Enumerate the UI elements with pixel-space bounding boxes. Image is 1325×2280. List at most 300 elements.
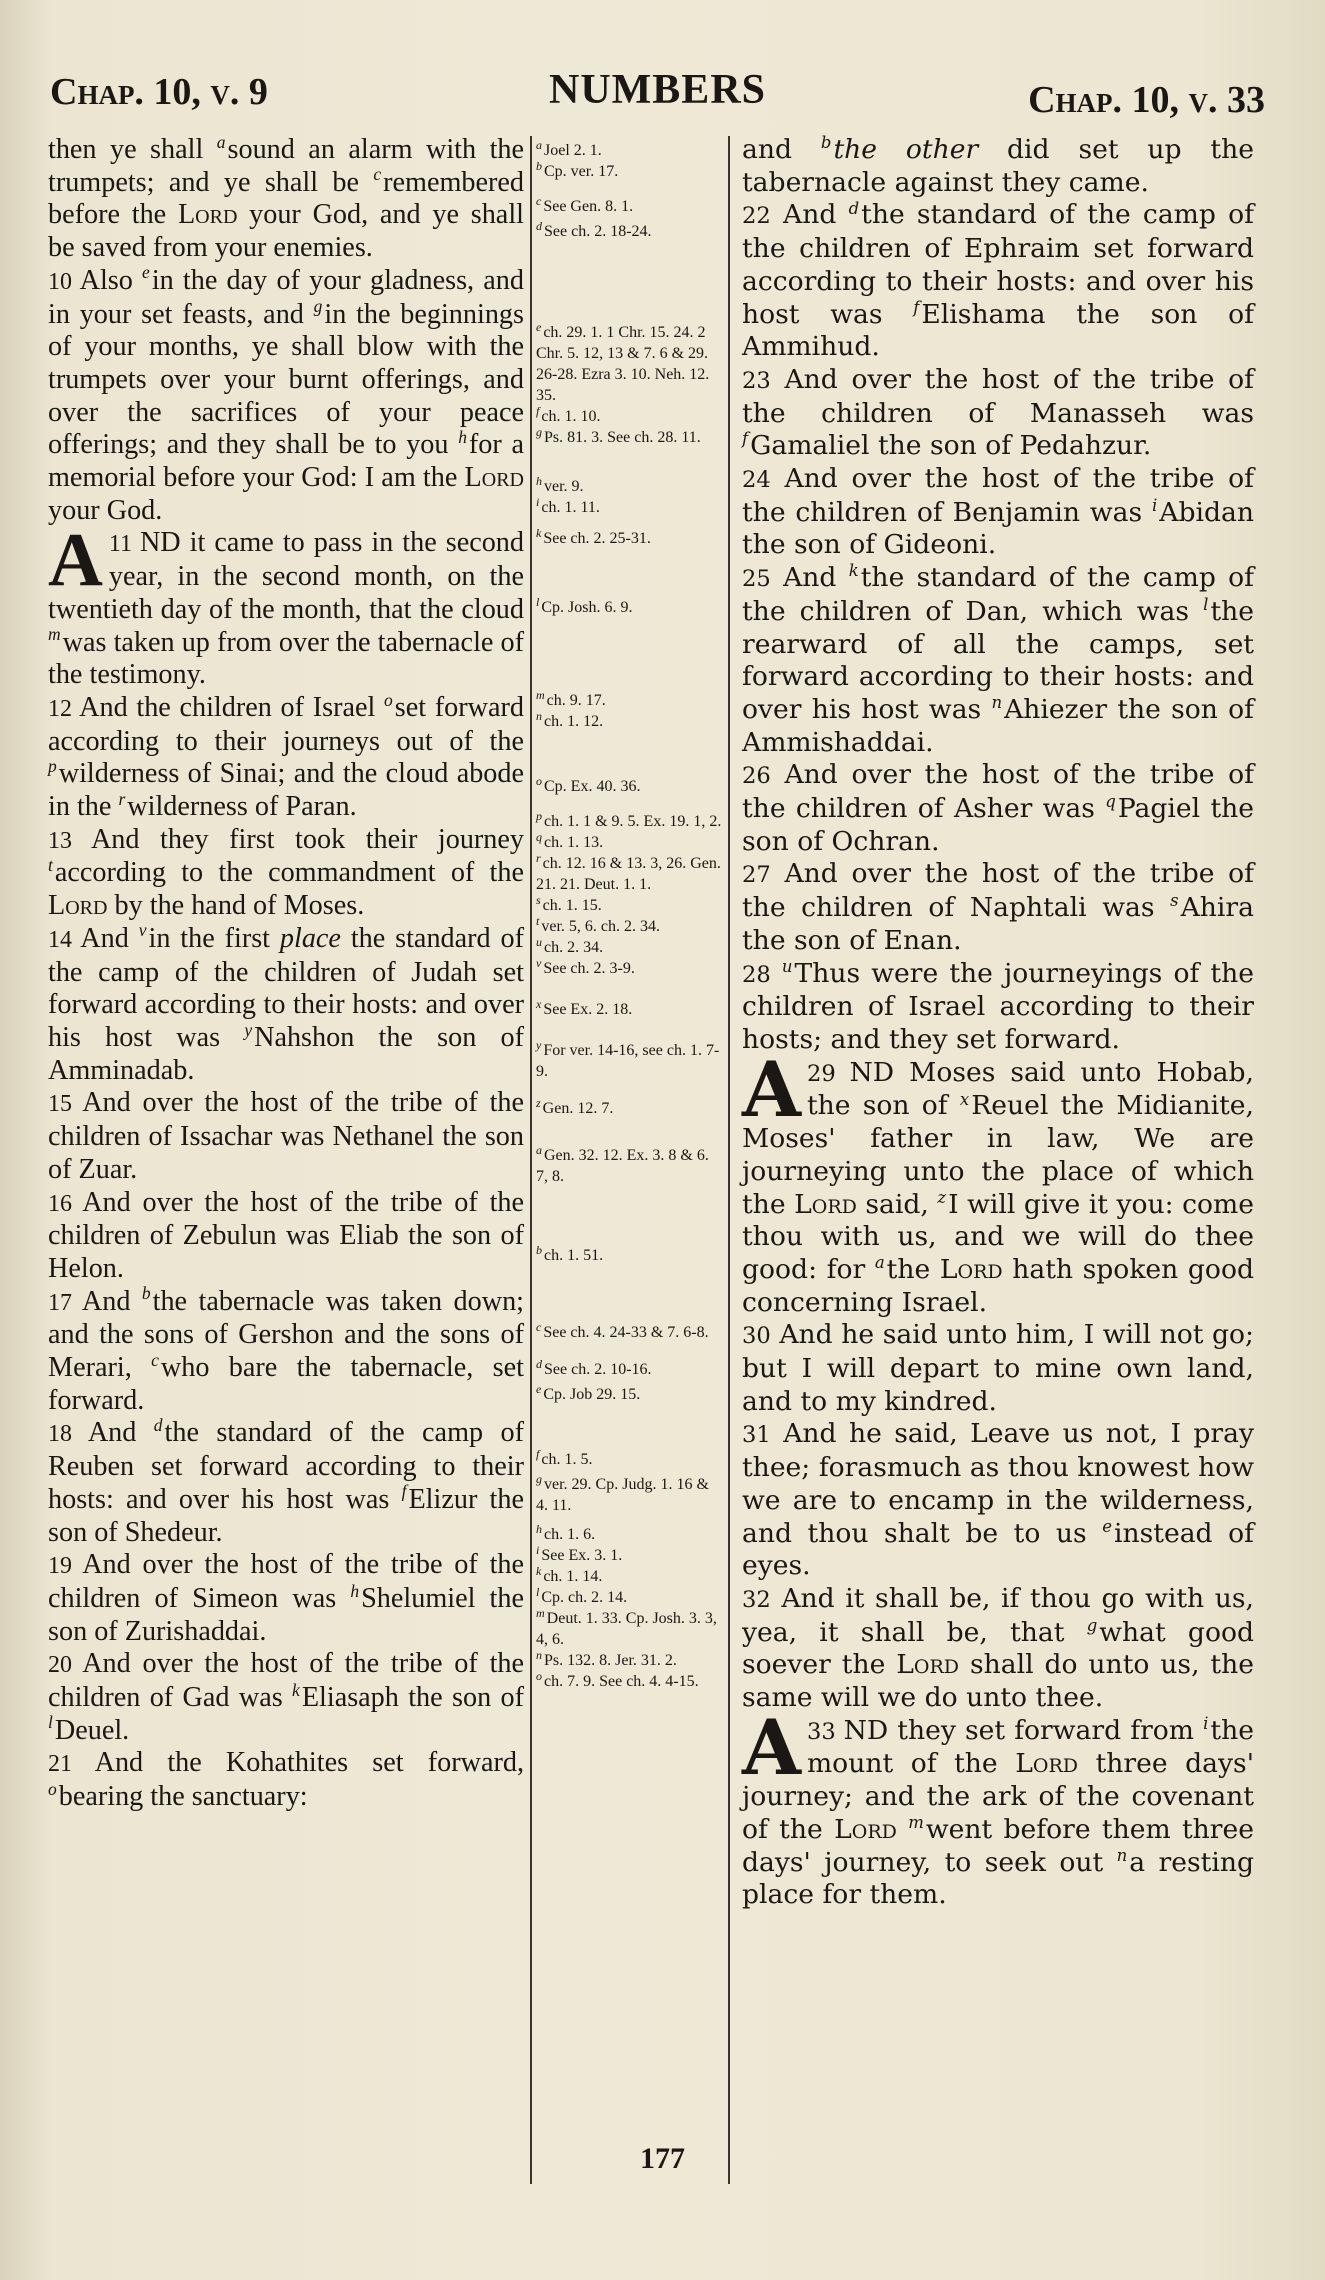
cross-reference-note [536,1563,722,1587]
verse [742,134,1254,199]
verse-text [897,1814,908,1845]
cross-reference-note [536,687,722,711]
verse-text: who bare the tabernacle, set forward. [48,1352,524,1416]
cross-reference-note [536,996,722,1020]
cross-reference-marker: h [536,1521,542,1536]
verse-text: And over the host of the tribe of the children of Manasseh was [742,363,1254,429]
cross-reference-text: Gen. 32. 12. Ex. 3. 8 & 6. 7, 8. [536,1147,709,1185]
cross-reference-note [536,1142,722,1187]
verse-text: the standard of the camp of the children of Dan, which was [742,562,1254,627]
verse-text: Shelumiel the son of Zurishaddai. [48,1582,524,1647]
verse-number: 28 [742,961,771,988]
verse-text: And he said, Leave us not, I pray thee; forasmuch as thou knowest how we are to encamp in the wilderness, and thou shalt be to us [742,1418,1254,1549]
cross-reference-text: For ver. 14-16, see ch. 1. 7-9. [536,1042,720,1080]
drop-cap: A [742,1044,801,1134]
cross-reference-marker: v [536,955,542,970]
cross-reference-marker: x [536,996,542,1011]
text-column-right [742,134,1254,1912]
cross-reference-marker: a [536,137,542,152]
cross-reference-marker: g [536,424,542,439]
cross-reference-note [536,1471,722,1516]
verse-text: And [770,199,849,231]
cross-reference-text: See ch. 4. 24-33 & 7. 6-8. [543,1324,709,1341]
verse-text: bearing the sanctuary: [58,1781,308,1813]
verse-text: And it shall be, if thou go with us, yea, it shall be, that [742,1582,1254,1648]
verse-text: hath spoken good concerning Israel. [742,1253,1254,1318]
cross-reference-marker: q [1105,792,1116,812]
cross-reference-marker: k [536,1563,542,1578]
cross-reference-marker: e [142,262,150,283]
cross-reference-marker: e [536,319,542,334]
verse-text: in the beginnings of your months, ye shall blow with the trumpets over your burnt offerings, and over the sacrifices of your peace offerings; and they shall be to you [48,298,524,461]
verse-text: the standard of the camp of the children of Ephraim set forward according to their hosts: and over his host was [742,199,1254,330]
cross-reference-text: Cp. Ex. 40. 36. [544,778,641,795]
verse-text: And [770,562,849,594]
cross-reference-marker: t [536,913,540,928]
verse-number: 20 [48,1652,72,1679]
cross-reference-marker: g [536,1471,542,1486]
cross-reference-marker: n [1116,1845,1128,1865]
verse-text: shall do unto us, the same will we do unto thee. [742,1649,1254,1714]
cross-reference-marker: g [313,296,323,317]
cross-reference-marker: o [48,1778,57,1799]
cross-reference-note [536,1037,722,1082]
cross-reference-text: ch. 1. 12. [544,713,604,730]
verse [742,562,1254,759]
verse [742,1418,1254,1583]
cross-reference-text: ch. 9. 17. [546,692,606,709]
cross-reference-marker: i [1151,495,1158,515]
cross-reference-note [536,1242,722,1266]
cross-reference-marker: c [373,164,382,185]
verse-text: the [886,1253,940,1285]
verse-text: the mount of the [806,1714,1254,1780]
cross-reference-note [536,1605,722,1650]
cross-reference-marker: s [1170,891,1179,911]
cross-reference-marker: t [48,855,53,876]
verse-text: then ye shall [48,134,217,165]
cross-reference-marker: h [350,1580,360,1601]
verse [742,364,1254,463]
book-title: NUMBERS [548,67,767,113]
cross-reference-marker: v [138,920,147,941]
verse [742,958,1254,1057]
cross-reference-text: See ch. 2. 10-16. [544,1361,652,1378]
cross-reference-note [536,1381,722,1405]
cross-reference-marker: f [401,1481,407,1502]
verse-number: 13 [48,827,72,854]
cross-reference-marker: u [536,934,542,949]
cross-reference-marker: c [536,193,542,208]
verse-number: 21 [48,1751,72,1778]
cross-reference-marker: k [848,561,859,581]
cross-reference-marker: o [536,773,542,788]
cross-reference-marker: z [937,1187,947,1207]
cross-reference-marker: b [536,1242,542,1257]
verse-text: Ahiezer the son of Ammishaddai. [742,693,1254,758]
verse-text: ND Moses said unto Hobab, the son of [806,1056,1254,1122]
verse-text: instead of eyes. [742,1517,1254,1582]
cross-reference-marker: r [118,788,126,809]
verse-text: Nahshon the son of Amminadab. [48,1021,524,1086]
verse-text: And he said unto him, I will not go; but I will depart to mine own land, and to my kindred. [742,1319,1254,1417]
cross-reference-note [536,1668,722,1692]
verse-text: And over the host of the tribe of the children of Asher was [742,759,1254,825]
cross-reference-text: ver. 5, 6. ch. 2. 34. [541,918,660,935]
verse [742,1044,1254,1320]
cross-reference-note [536,808,722,832]
cross-reference-text: Cp. ch. 2. 14. [541,1589,628,1606]
verse-number: 12 [48,695,72,722]
cross-reference-marker: a [536,1142,542,1157]
cross-reference-note [536,594,722,618]
header-right-reference: Chap. 10, v. 33 [1028,79,1265,121]
cross-reference-marker: f [536,403,540,418]
verse-text: the rearward of all the camps, set forward according to their hosts: and over his host was [742,595,1254,725]
cross-reference-marker: c [151,1349,159,1370]
cross-reference-marker: i [536,494,540,509]
cross-reference-marker: d [536,218,542,233]
page-number: 177 [640,2142,685,2175]
cross-reference-marker: l [536,594,540,609]
cross-reference-marker: y [244,1019,253,1040]
verse-text: And over the host of the tribe of the children of Naphtali was [742,858,1254,924]
verse-text: in the first [148,922,280,954]
verse-text: sound an alarm with the trumpets; and ye shall be [48,134,525,198]
verse-text: Ahira the son of Enan. [742,892,1254,956]
verse-number: 16 [48,1190,72,1217]
verse-number: 11 [108,531,140,558]
cross-reference-note [536,525,722,549]
verse-number: 18 [48,1421,72,1448]
divine-name: Lord [794,1188,857,1220]
verse-text: Also [71,264,143,296]
verse-text: Abidan the son of Gideoni. [742,496,1254,561]
verse [48,1648,524,1747]
cross-reference-text: See ch. 2. 3-9. [543,960,635,977]
cross-reference-marker: f [536,1446,540,1461]
verse-number: 33 [806,1718,844,1745]
cross-reference-marker: k [536,525,542,540]
verse [48,920,524,1088]
verse-text: what good soever the [742,1616,1254,1681]
divine-name: Lord [939,1253,1003,1285]
verse-text: And over the host of the tribe of the children of Zebulun was Eliab the son of Helon. [48,1186,524,1284]
cross-reference-text: See Ex. 2. 18. [543,1001,633,1018]
verse-text: in the day of your gladness, and in your set feasts, and [48,264,524,330]
cross-reference-text: See ch. 2. 18-24. [544,223,652,240]
cross-reference-note [536,1319,722,1343]
verse [48,824,524,923]
cross-reference-marker: h [536,473,542,488]
cross-reference-text: See Ex. 3. 1. [541,1547,623,1564]
verse-number: 32 [742,1586,771,1613]
verse-text: And over the host of the tribe of the children of Benjamin was [742,463,1254,528]
cross-reference-text: ch. 2. 34. [544,939,604,956]
cross-reference-marker: n [536,1647,542,1662]
verse-number: 31 [742,1422,771,1449]
verse [48,1187,524,1286]
cross-reference-note [536,218,722,242]
cross-reference-marker: y [536,1037,542,1052]
cross-reference-marker: h [458,426,467,447]
verse-text: And over the host of the tribe of the children of Gad was [48,1648,524,1714]
verse-text: ND it came to pass in the second year, in the second month, on the twentieth day of the month, that the cloud [48,527,524,625]
verse-text: remembered before the [48,166,524,231]
verse-text: wilderness of Paran. [127,791,357,823]
divine-name: Lord [1015,1748,1079,1780]
cross-reference-marker: a [874,1253,885,1273]
verse-number: 29 [806,1060,850,1087]
verse-text: set forward according to their journeys out of the [48,691,524,757]
verse-text: your God, and ye shall be saved from your enemies. [48,199,524,264]
verse-text: the standard of the camp of Reuben set forward according to their hosts: and over his host was [48,1417,524,1515]
verse [48,1417,524,1549]
cross-reference-text: ch. 12. 16 & 13. 3, 26. Gen. 21. 21. Deut. 1. 1. [536,855,721,893]
cross-reference-marker: c [536,1319,542,1334]
verse-text [771,958,782,989]
verse-number: 10 [48,268,72,295]
cross-reference-text: Joel 2. 1. [544,142,602,159]
verse-text: wilderness of Sinai; and the cloud abode in the [48,758,524,823]
cross-reference-marker: z [536,1095,541,1110]
verse-text: And [71,922,139,954]
verse-number: 25 [742,566,771,593]
verse-text: a resting place for them. [742,1846,1255,1911]
cross-reference-marker: e [1102,1516,1112,1536]
cross-reference-marker: b [536,158,542,173]
verse [48,1747,524,1813]
verse-text: And the children of Israel [71,691,385,723]
cross-reference-text: ch. 29. 1. 1 Chr. 15. 24. 2 Chr. 5. 12, 13 & 7. 6 & 29. 26-28. Ezra 3. 10. Neh. 12. 35. [536,324,710,404]
verse-number: 27 [742,862,771,889]
cross-reference-text: ch. 1. 5. [541,1451,593,1468]
column-divider-left [530,136,532,2184]
cross-reference-text: Cp. Job 29. 15. [543,1386,641,1403]
cross-reference-marker: n [991,693,1003,713]
verse-text: went before them three days' journey, to seek out [742,1813,1254,1878]
cross-reference-text: Gen. 12. 7. [542,1100,614,1117]
verse [742,199,1254,364]
cross-reference-marker: l [48,1712,53,1733]
verse [742,858,1254,957]
verse-text: And over the host of the tribe of the children of Simeon was [48,1549,524,1614]
verse-text: your God. [48,494,163,526]
cross-reference-marker: r [536,850,541,865]
cross-reference-marker: s [536,892,541,907]
cross-reference-note [536,1521,722,1545]
verse-text: by the hand of Moses. [107,890,365,922]
verse-text: Reuel the Midianite, Moses' father in law, We are journeying unto the place of which the [742,1090,1254,1220]
header-left-reference: Chap. 10, v. 9 [50,71,268,113]
cross-reference-note [536,773,722,797]
verse [742,759,1254,858]
cross-reference-note [536,193,722,217]
verse-number: 22 [742,203,771,230]
cross-reference-note [536,913,722,937]
cross-reference-text: Cp. ver. 17. [544,163,619,180]
verse-text: did set up the tabernacle against they came. [742,134,1254,198]
divine-name: Lord [177,199,238,231]
cross-reference-note [536,1542,722,1566]
verse-text: for a memorial before your God: I am the [48,429,524,494]
cross-reference-marker: i [536,1542,540,1557]
cross-reference-note [536,158,722,182]
cross-reference-marker: m [908,1813,924,1832]
verse-text: I will give it you: come thou with us, and we will do thee good: for [742,1188,1254,1285]
cross-reference-marker: a [216,131,226,152]
cross-reference-note [536,934,722,958]
cross-reference-column [536,137,722,1692]
cross-reference-marker: q [536,829,542,844]
cross-reference-text: Deut. 1. 33. Cp. Josh. 3. 3, 4, 6. [536,1610,717,1648]
verse-number: 17 [48,1289,72,1316]
verse-text: the tabernacle was taken down; and the sons of Gershon and the sons of Merari, [48,1285,524,1384]
cross-reference-text: ch. 1. 14. [543,1568,603,1585]
verse-text: Eliasaph the son of [301,1682,524,1714]
verse-number: 24 [742,467,771,494]
cross-reference-note [536,1356,722,1380]
cross-reference-note [536,1095,722,1119]
cross-reference-text: Ps. 132. 8. Jer. 31. 2. [544,1652,677,1669]
verse-text: and [742,134,821,165]
verse [48,689,524,824]
verse-number: 23 [742,367,771,394]
verse [48,518,524,692]
cross-reference-marker: o [536,1668,542,1683]
verse-text: according to the commandment of the [54,857,524,889]
verse [48,1549,524,1648]
cross-reference-marker: o [384,689,393,710]
cross-reference-marker: m [536,687,545,702]
cross-reference-note [536,494,722,518]
verse-number: 14 [48,926,72,953]
cross-reference-marker: f [913,297,920,317]
cross-reference-text: Cp. Josh. 6. 9. [541,599,633,616]
cross-reference-text: ch. 1. 1 & 9. 5. Ex. 19. 1, 2. [544,813,722,830]
italic-word: the other [833,134,979,165]
verse-text: Elizur the son of Shedeur. [48,1483,524,1548]
cross-reference-text: ch. 1. 10. [541,408,601,425]
cross-reference-text: ch. 1. 15. [542,897,602,914]
divine-name: Lord [896,1649,960,1681]
cross-reference-text: Ps. 81. 3. See ch. 28. 11. [544,429,701,446]
verse-text: Thus were the journeyings of the children of Israel according to their hosts; and they set forward. [742,957,1254,1055]
cross-reference-note [536,1584,722,1608]
cross-reference-marker: g [1086,1615,1098,1635]
verse-number: 26 [742,763,771,790]
cross-reference-note [536,850,722,895]
verse [742,463,1254,562]
verse-text: Deuel. [54,1714,130,1746]
cross-reference-note [536,892,722,916]
cross-reference-marker: d [848,198,860,218]
cross-reference-note [536,1647,722,1671]
verse-text: ND they set forward from [843,1714,1204,1746]
cross-reference-note [536,955,722,979]
cross-reference-text: ch. 1. 6. [544,1526,596,1543]
verse [48,1283,524,1418]
column-divider-right [728,136,730,2184]
verse-text: was taken up from over the tabernacle of the testimony. [48,626,524,691]
cross-reference-marker: i [1203,1713,1209,1733]
verse [48,262,524,528]
cross-reference-marker: x [959,1089,970,1109]
verse-text: And they first took their journey [71,823,524,855]
cross-reference-text: ch. 1. 51. [544,1247,604,1264]
divine-name: Lord [834,1813,897,1845]
verse-text: And [71,1285,142,1317]
cross-reference-text: ch. 7. 9. See ch. 4. 4-15. [544,1673,699,1690]
cross-reference-marker: b [141,1283,151,1304]
verse [48,1087,524,1186]
cross-reference-note [536,137,722,161]
cross-reference-marker: k [292,1679,300,1700]
verse [742,1583,1254,1715]
cross-reference-marker: n [536,708,542,723]
cross-reference-note [536,319,722,406]
cross-reference-marker: b [820,133,832,153]
verse-number: 30 [742,1323,771,1350]
cross-reference-text: See Gen. 8. 1. [543,198,634,215]
drop-cap: A [742,1702,801,1792]
verse-number: 15 [48,1091,72,1118]
text-column-left [48,131,525,1814]
cross-reference-note [536,829,722,853]
divine-name: Lord [464,462,524,494]
verse-text: three days' journey; and the ark of the covenant of the [742,1748,1254,1845]
cross-reference-text: ver. 29. Cp. Judg. 1. 16 & 4. 11. [536,1476,709,1514]
cross-reference-marker: d [536,1356,542,1371]
cross-reference-marker: u [781,956,793,976]
verse [742,1702,1255,1912]
cross-reference-marker: m [536,1605,545,1620]
verse-text: Elishama the son of Ammihud. [742,298,1254,363]
cross-reference-note [536,473,722,497]
cross-reference-text: ch. 1. 13. [544,834,604,851]
verse-text: And the Kohathites set forward, [71,1747,524,1779]
cross-reference-note [536,424,722,448]
verse-text: And [71,1417,154,1449]
cross-reference-text: See ch. 2. 25-31. [543,530,651,547]
cross-reference-marker: e [536,1381,542,1396]
cross-reference-note [536,1446,722,1470]
cross-reference-text: ch. 1. 11. [541,499,600,516]
cross-reference-marker: p [536,808,542,823]
verse-text: Gamaliel the son of Pedahzur. [750,430,1152,462]
verse [48,131,525,265]
verse [742,1319,1254,1418]
divine-name: Lord [48,890,108,922]
verse-text: the standard of the camp of the children of Judah set forward according to their hosts: and over his host was [48,922,524,1053]
cross-reference-text: ver. 9. [544,478,584,495]
running-head [50,62,1265,132]
verse-number: 19 [48,1553,72,1580]
cross-reference-marker: l [536,1584,540,1599]
cross-reference-marker: m [48,624,61,645]
drop-cap: A [48,518,103,603]
cross-reference-note [536,708,722,732]
cross-reference-marker: f [742,429,749,449]
italic-word: place [279,922,341,954]
verse-text: said, [856,1188,938,1220]
cross-reference-marker: l [1203,594,1209,614]
cross-reference-marker: p [48,755,57,776]
cross-reference-marker: d [153,1415,163,1436]
verse-text: And over the host of the tribe of the children of Issachar was Nethanel the son of Zuar. [48,1087,524,1185]
cross-reference-note [536,403,722,427]
verse-text: Pagiel the son of Ochran. [742,793,1254,857]
